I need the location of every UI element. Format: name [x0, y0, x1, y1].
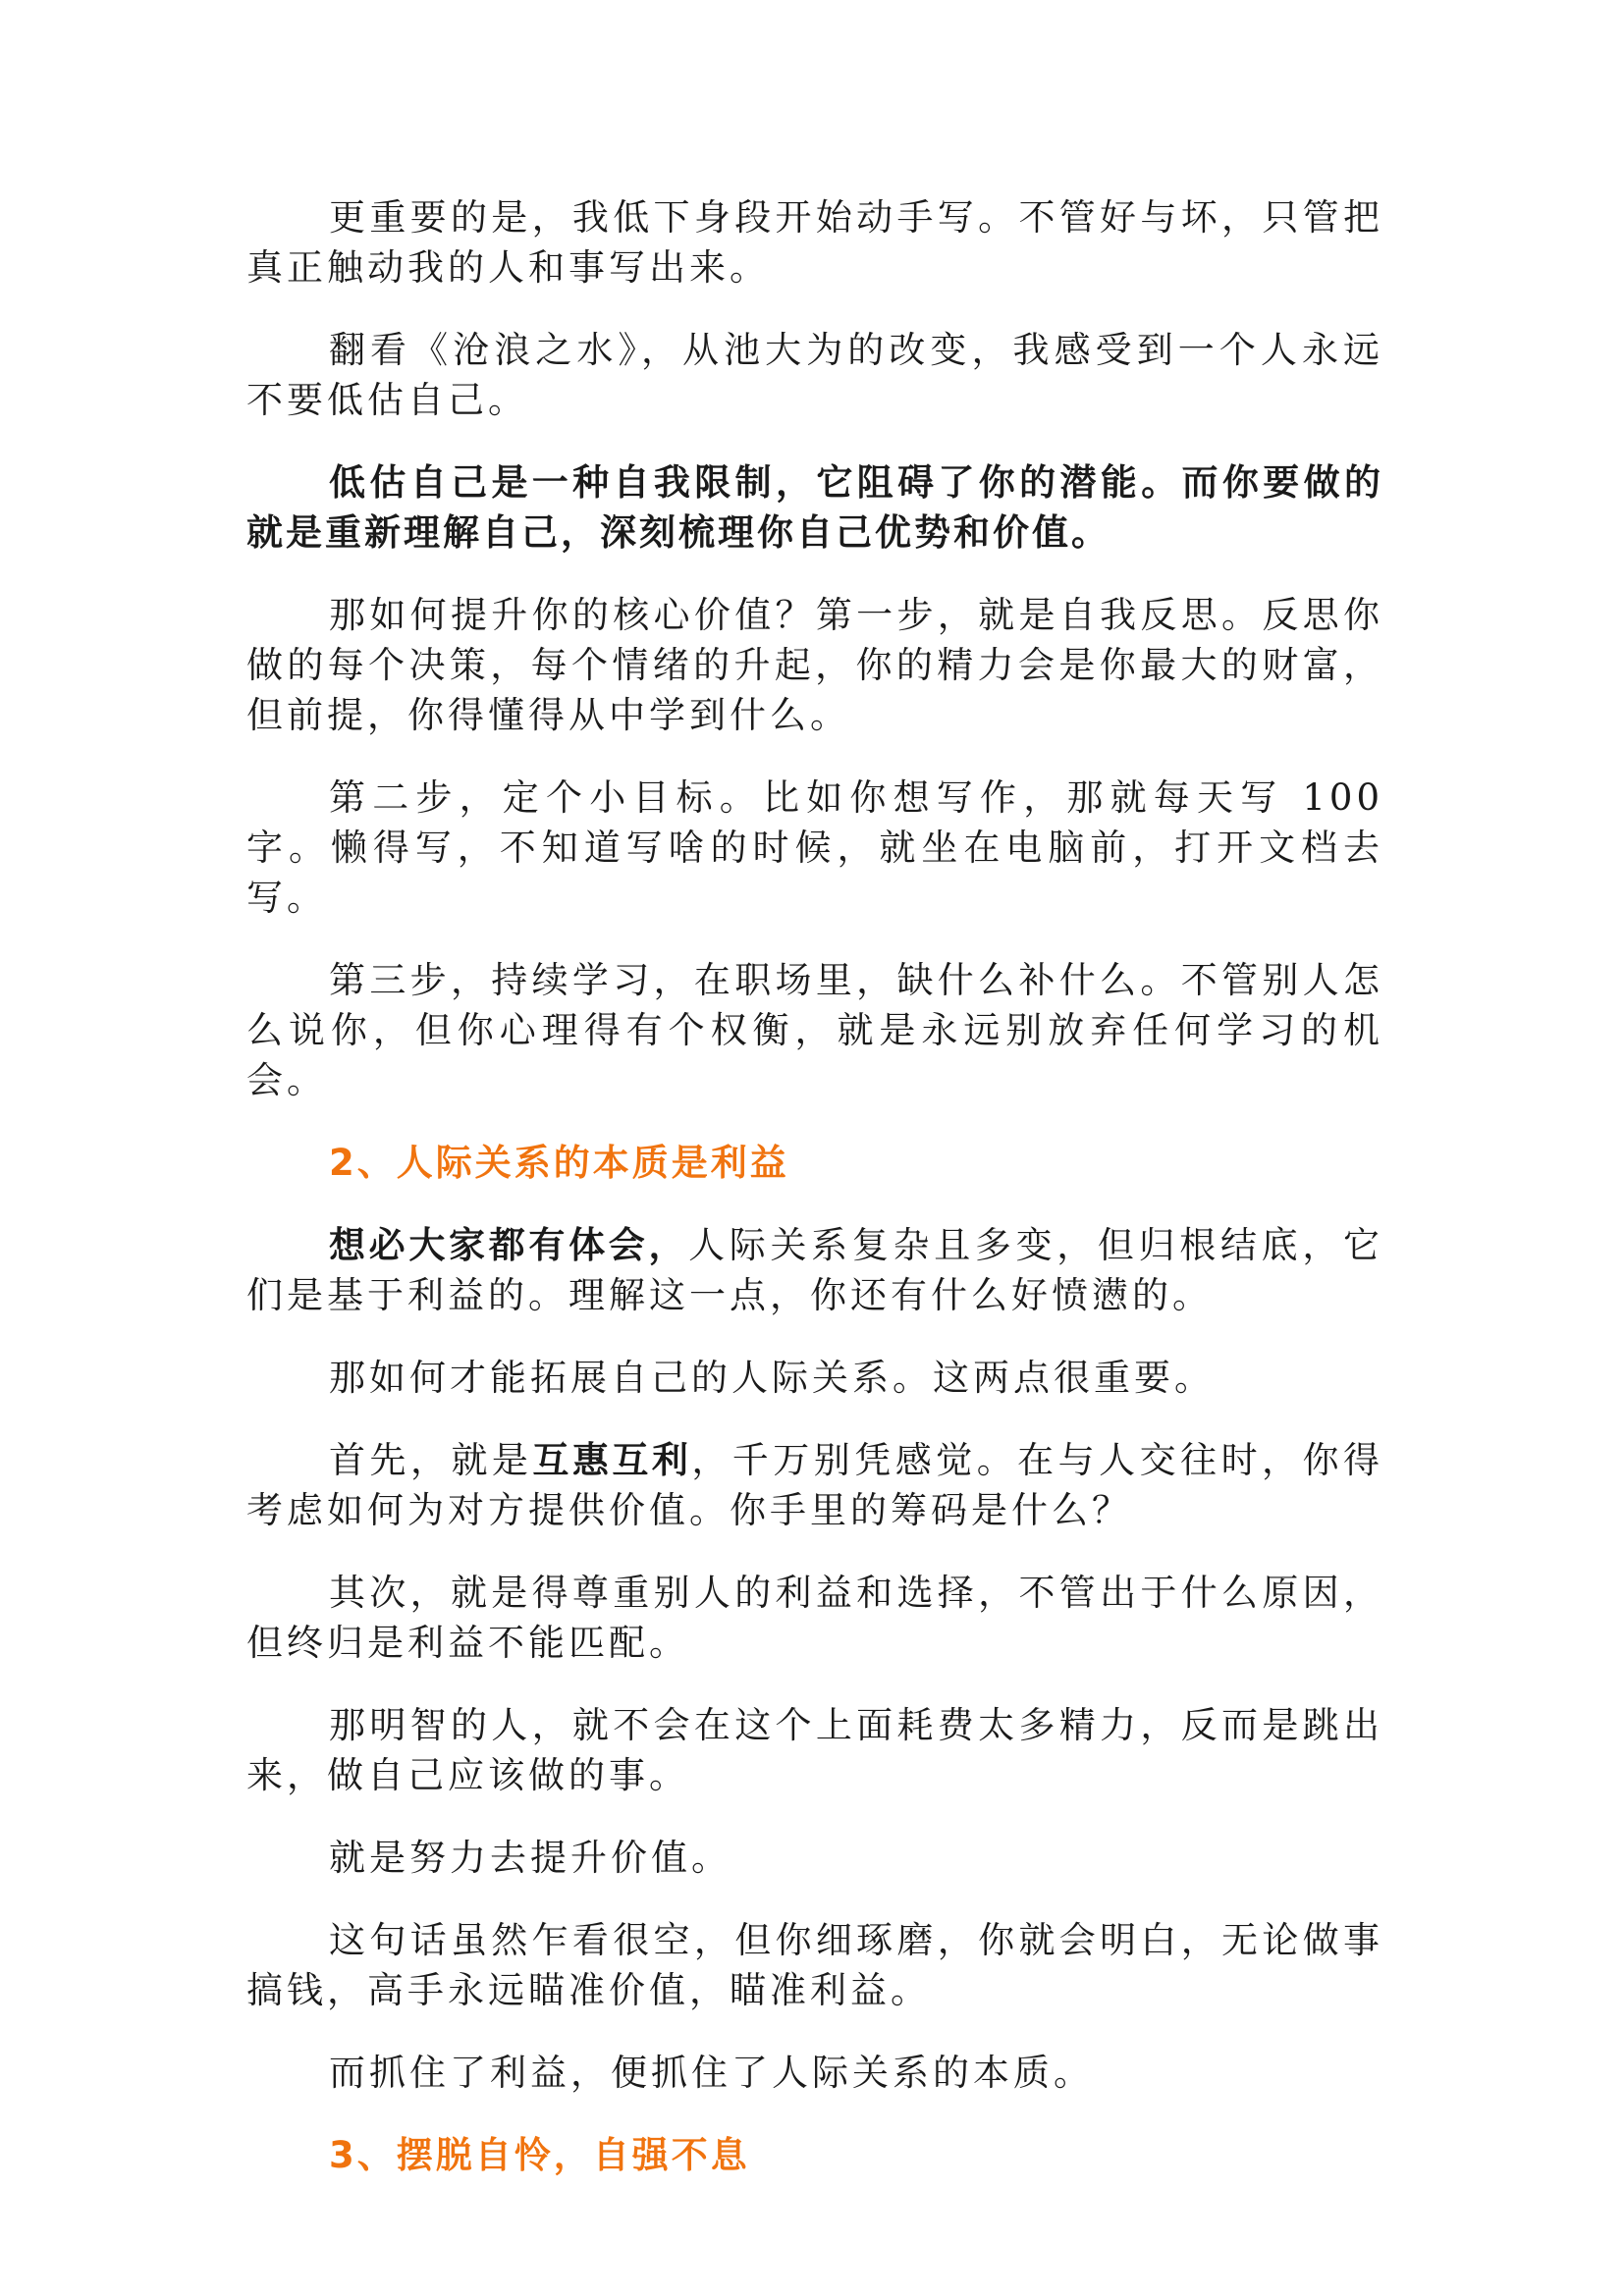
paragraph-text: 人际关系复杂且多变，但归根结底，它们是基于利益的。理解这一点，你还有什么好愤懑的。: [246, 1224, 1384, 1316]
section-heading: 2、人际关系的本质是利益: [329, 1142, 789, 1184]
paragraph-text: 首先，就是: [329, 1439, 533, 1481]
paragraph: 这句话虽然乍看很空，但你细琢磨，你就会明白，无论做事搞钱，高手永远瞄准价值，瞄准利益。: [246, 1919, 1383, 2011]
paragraph: 其次，就是得尊重别人的利益和选择，不管出于什么原因，但终归是利益不能匹配。: [246, 1572, 1383, 1664]
bold-paragraph: 低估自己是一种自我限制，它阻碍了你的潜能。而你要做的就是重新理解自己，深刻梳理你自己优势和价值。: [246, 461, 1383, 554]
paragraph: 那明智的人，就不会在这个上面耗费太多精力，反而是跳出来，做自己应该做的事。: [246, 1704, 1383, 1796]
paragraph: 翻看《沧浪之水》，从池大为的改变，我感受到一个人永远不要低估自己。: [246, 329, 1383, 421]
paragraph: 就是努力去提升价值。: [329, 1837, 731, 1879]
paragraph: 那如何提升你的核心价值？第一步，就是自我反思。反思你做的每个决策，每个情绪的升起，你的精力会是你最大的财富，但前提，你得懂得从中学到什么。: [246, 594, 1383, 736]
paragraph: 第三步，持续学习，在职场里，缺什么补什么。不管别人怎么说你，但你心理得有个权衡，就是永远别放弃任何学习的机会。: [246, 959, 1383, 1101]
paragraph: [246, 1220, 1383, 1320]
paragraph: 那如何才能拓展自己的人际关系。这两点很重要。: [329, 1357, 1215, 1399]
bold-phrase: 互惠互利: [532, 1439, 692, 1481]
paragraph: 第二步，定个小目标。比如你想写作，那就每天写 100 字。懒得写，不知道写啥的时候，就坐在电脑前，打开文档去写。: [246, 776, 1383, 919]
document-page: [246, 192, 1383, 2213]
bold-phrase: 想必大家都有体会，: [329, 1224, 689, 1266]
section-heading: 3、摆脱自怜，自强不息: [329, 2134, 750, 2176]
paragraph: 更重要的是，我低下身段开始动手写。不管好与坏，只管把真正触动我的人和事写出来。: [246, 196, 1383, 289]
paragraph-text: ，千万别凭感觉。在与人交往时，你得考虑如何为对方提供价值。你手里的筹码是什么？: [246, 1439, 1384, 1531]
paragraph: [246, 1435, 1383, 1535]
paragraph: 而抓住了利益，便抓住了人际关系的本质。: [329, 2052, 1094, 2094]
